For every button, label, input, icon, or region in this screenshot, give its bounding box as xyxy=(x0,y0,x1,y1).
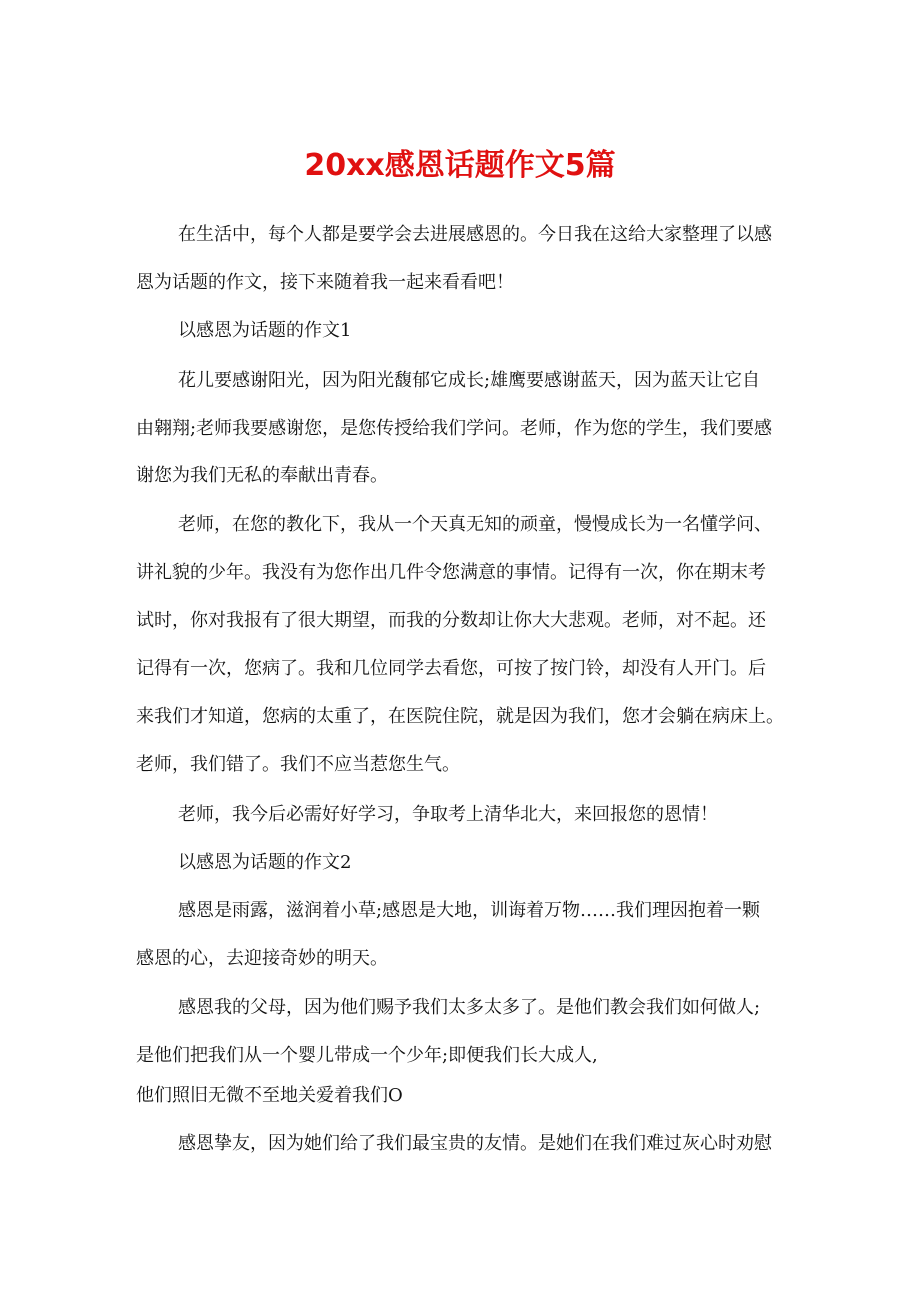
paragraph-line: 讲礼貌的少年。我没有为您作出几件令您满意的事情。记得有一次，你在期末考 xyxy=(136,562,766,583)
paragraph-line: 他们照旧无微不至地关爱着我们O xyxy=(136,1085,403,1106)
paragraph-line: 谢您为我们无私的奉献出青春。 xyxy=(136,465,388,486)
section-heading: 以感恩为话题的作文2 xyxy=(178,852,352,873)
paragraph-line: 感恩我的父母，因为他们赐予我们太多太多了。是他们教会我们如何做人; xyxy=(178,997,761,1018)
paragraph-line: 试时，你对我报有了很大期望，而我的分数却让你大大悲观。老师，对不起。还 xyxy=(136,610,766,631)
paragraph-line: 老师，在您的教化下，我从一个天真无知的顽童，慢慢成长为一名懂学问、 xyxy=(178,514,772,535)
paragraph-line: 由翱翔;老师我要感谢您，是您传授给我们学问。老师，作为您的学生，我们要感 xyxy=(136,418,773,439)
paragraph-line: 是他们把我们从一个婴儿带成一个少年;即便我们长大成人, xyxy=(136,1045,598,1066)
paragraph-line: 记得有一次，您病了。我和几位同学去看您，可按了按门铃，却没有人开门。后 xyxy=(136,658,766,679)
paragraph-line: 老师，我们错了。我们不应当惹您生气。 xyxy=(136,754,460,775)
section-heading: 以感恩为话题的作文1 xyxy=(178,320,352,341)
paragraph-line: 来我们才知道，您病的太重了，在医院住院，就是因为我们，您才会躺在病床上。 xyxy=(136,706,784,727)
paragraph-line: 在生活中，每个人都是要学会去进展感恩的。今日我在这给大家整理了以感 xyxy=(178,224,772,245)
paragraph-line: 老师，我今后必需好好学习，争取考上清华北大，来回报您的恩情！ xyxy=(178,804,718,825)
paragraph-line: 感恩是雨露，滋润着小草;感恩是大地，训诲着万物……我们理因抱着一颗 xyxy=(178,900,761,921)
paragraph-line: 感恩挚友，因为她们给了我们最宝贵的友情。是她们在我们难过灰心时劝慰 xyxy=(178,1133,772,1154)
paragraph-line: 恩为话题的作文，接下来随着我一起来看看吧！ xyxy=(136,272,514,293)
document-title: 20xx感恩话题作文5篇 xyxy=(304,148,616,183)
paragraph-line: 花儿要感谢阳光，因为阳光馥郁它成长;雄鹰要感谢蓝天，因为蓝天让它自 xyxy=(178,370,761,391)
paragraph-line: 感恩的心，去迎接奇妙的明天。 xyxy=(136,948,388,969)
